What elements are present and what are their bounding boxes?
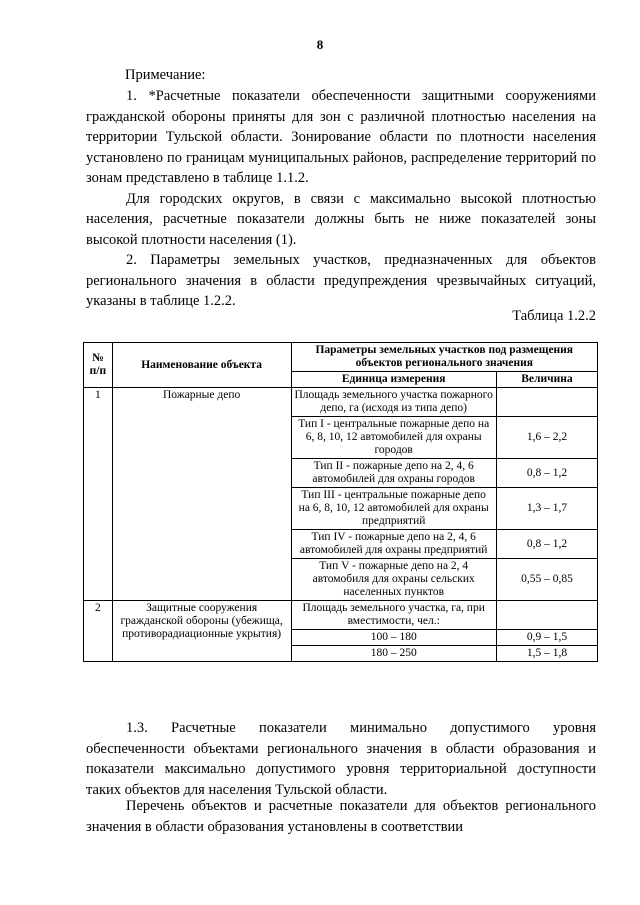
value-cell <box>496 601 597 630</box>
object-name: Защитные сооружения гражданской обороны (убежища, противорадиационные укрытия) <box>112 601 291 662</box>
unit-cell: Площадь земельного участка, га, при вместимости, чел.: <box>291 601 496 630</box>
unit-cell: Тип IV - пожарные депо на 2, 4, 6 автомобилей для охраны предприятий <box>291 530 496 559</box>
row-number: 1 <box>84 388 113 601</box>
value-cell: 0,9 – 1,5 <box>496 630 597 646</box>
header-value: Величина <box>496 372 597 388</box>
unit-cell: 100 – 180 <box>291 630 496 646</box>
object-name: Пожарные депо <box>112 388 291 601</box>
table-row <box>84 601 598 630</box>
list-paragraph <box>86 796 596 837</box>
value-cell: 0,8 – 1,2 <box>496 459 597 488</box>
page-number: 8 <box>316 37 324 52</box>
table-caption: Таблица 1.2.2 <box>512 308 596 324</box>
value-cell: 0,8 – 1,2 <box>496 530 597 559</box>
value-cell: 1,6 – 2,2 <box>496 417 597 459</box>
parameters-table <box>83 342 598 662</box>
section-1-3-paragraph <box>86 718 596 800</box>
table-row <box>84 388 598 417</box>
header-object-name: Наименование объекта <box>112 343 291 388</box>
value-cell <box>496 388 597 417</box>
unit-cell: Тип III - центральные пожарные депо на 6, 8, 10, 12 автомобилей для охраны предприятий <box>291 488 496 530</box>
unit-cell: Тип II - пожарные депо на 2, 4, 6 автомобилей для охраны городов <box>291 459 496 488</box>
note-paragraph-3: 2. Параметры земельных участков, предназначенных для объектов регионального значения в области предупреждения чрезвычайных ситуаций, указаны в таблице 1.2.2. <box>86 252 596 309</box>
section-1-3-text: 1.3. Расчетные показатели минимально допустимого уровня обеспеченности объектами регионального значения в области образования и показатели максимально допустимого уровня территориальной доступности таких объектов для населения Тульской области. <box>86 720 596 798</box>
header-unit: Единица измерения <box>291 372 496 388</box>
row-number: 2 <box>84 601 113 662</box>
list-paragraph-text: Перечень объектов и расчетные показатели для объектов регионального значения в области образования установлены в соответствии <box>86 798 596 835</box>
unit-cell: Тип I - центральные пожарные депо на 6, 8, 10, 12 автомобилей для охраны городов <box>291 417 496 459</box>
note-paragraph-1: 1. *Расчетные показатели обеспеченности защитными сооружениями гражданской обороны приняты для зон с различной плотностью населения на территории Тульской области. Зонирование области по плотности населения установлено по границам муниципальных районов, распределение территорий по зонам представлено в таблице 1.1.2. <box>86 88 596 186</box>
header-number: № п/п <box>84 343 113 388</box>
value-cell: 1,3 – 1,7 <box>496 488 597 530</box>
value-cell: 0,55 – 0,85 <box>496 559 597 601</box>
note-title: Примечание: <box>125 67 206 83</box>
note-paragraph-2: Для городских округов, в связи с максимально высокой плотностью населения, расчетные показатели должны быть не ниже показателей зоны высокой плотности населения (1). <box>86 190 596 248</box>
value-cell: 1,5 – 1,8 <box>496 646 597 662</box>
notes-block <box>86 86 596 312</box>
unit-cell: 180 – 250 <box>291 646 496 662</box>
unit-cell: Тип V - пожарные депо на 2, 4 автомобиля для охраны сельских населенных пунктов <box>291 559 496 601</box>
unit-cell: Площадь земельного участка пожарного депо, га (исходя из типа депо) <box>291 388 496 417</box>
header-parameters: Параметры земельных участков под размещения объектов регионального значения <box>291 343 598 372</box>
